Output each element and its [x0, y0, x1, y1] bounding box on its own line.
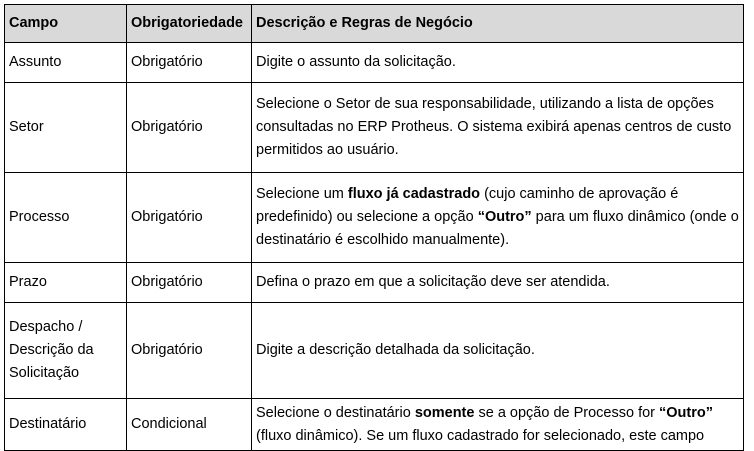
field-requirement: Obrigatório	[127, 83, 252, 173]
field-requirement: Condicional	[127, 399, 252, 451]
table-header-row	[5, 5, 744, 43]
field-name: Processo	[5, 173, 127, 263]
header-obrigatoriedade: Obrigatoriedade	[127, 5, 252, 43]
table-row	[5, 83, 744, 173]
field-name: Prazo	[5, 263, 127, 303]
field-name: Assunto	[5, 43, 127, 83]
field-description: Digite o assunto da solicitação.	[252, 43, 744, 83]
field-description: Selecione o destinatário somente se a opção de Processo for “Outro” (fluxo dinâmico). Se um fluxo cadastrado for selecionado, este campo	[252, 399, 744, 451]
header-descricao: Descrição e Regras de Negócio	[252, 5, 744, 43]
bold-term: somente	[414, 404, 475, 421]
bold-term: fluxo já cadastrado	[347, 186, 481, 202]
header-campo: Campo	[5, 5, 127, 43]
field-requirement: Obrigatório	[127, 263, 252, 303]
table-row	[5, 399, 744, 451]
table-row	[5, 43, 744, 83]
bold-term: “Outro”	[659, 404, 713, 421]
bold-term: “Outro”	[477, 209, 532, 225]
field-requirement: Obrigatório	[127, 173, 252, 263]
field-requirement: Obrigatório	[127, 303, 252, 399]
field-description: Defina o prazo em que a solicitação deve ser atendida.	[252, 263, 744, 303]
field-name: Destinatário	[5, 399, 127, 451]
table-row	[5, 303, 744, 399]
business-rules-table	[4, 4, 744, 451]
field-description: Digite a descrição detalhada da solicitação.	[252, 303, 744, 399]
table-row	[5, 263, 744, 303]
table-row	[5, 173, 744, 263]
field-description: Selecione o Setor de sua responsabilidade, utilizando a lista de opções consultadas no ERP Protheus. O sistema exibirá apenas centros de custo permitidos ao usuário.	[252, 83, 744, 173]
field-description: Selecione um fluxo já cadastrado (cujo caminho de aprovação é predefinido) ou selecione a opção “Outro” para um fluxo dinâmico (onde o destinatário é escolhido manualmente).	[252, 173, 744, 263]
field-name: Despacho / Descrição da Solicitação	[5, 303, 127, 399]
field-requirement: Obrigatório	[127, 43, 252, 83]
field-name: Setor	[5, 83, 127, 173]
